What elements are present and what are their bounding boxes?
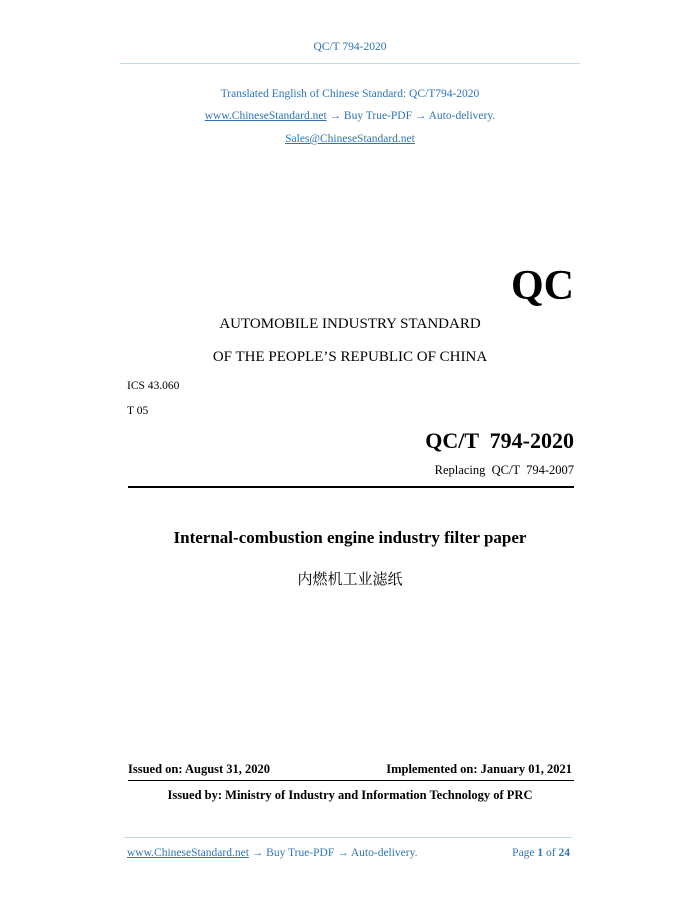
arrow-right-icon: → [329, 110, 342, 122]
website-link[interactable]: www.ChineseStandard.net [204, 110, 327, 122]
arrow-right-icon: → [251, 847, 264, 859]
header-standard-code: QC/T 794-2020 [313, 41, 387, 53]
standard-number: QC/T 794-2020 [425, 428, 574, 453]
document-title-chinese: 内燃机工业滤纸 [297, 570, 403, 588]
implemented-on-date: Implemented on: January 01, 2021 [386, 762, 572, 776]
footer-website-link[interactable]: www.ChineseStandard.net [127, 847, 249, 859]
issuing-authority: Issued by: Ministry of Industry and Information Technology of PRC [167, 788, 533, 802]
agency-line-2: OF THE PEOPLE’S REPUBLIC OF CHINA [212, 349, 488, 365]
page-total: 24 [558, 847, 570, 859]
header-divider [120, 63, 580, 64]
issue-divider [128, 780, 574, 781]
issued-on-date: Issued on: August 31, 2020 [128, 762, 271, 776]
ics-code: ICS 43.060 [127, 380, 180, 392]
buy-pdf-text: Buy True-PDF [343, 110, 412, 122]
agency-line-1: AUTOMOBILE INDUSTRY STANDARD [219, 316, 481, 332]
page-label: Page [512, 847, 535, 859]
page-current: 1 [537, 847, 544, 859]
footer-divider [124, 837, 572, 838]
classification-code: T 05 [127, 405, 149, 417]
title-divider [128, 486, 574, 488]
sales-line [0, 133, 700, 145]
auto-delivery-text: Auto-delivery. [428, 110, 496, 122]
replacing-standard: Replacing QC/T 794-2007 [434, 463, 574, 477]
footer-auto-delivery-text: Auto-delivery. [350, 847, 418, 859]
sales-email-link[interactable]: Sales@ChineseStandard.net [285, 133, 415, 145]
translation-notice: Translated English of Chinese Standard: QC/T794-2020 [220, 88, 480, 100]
arrow-right-icon: → [337, 847, 349, 859]
buy-line [0, 110, 700, 122]
page-of: of [546, 847, 556, 859]
arrow-right-icon: → [414, 110, 427, 122]
footer-buy-pdf-text: Buy True-PDF [266, 847, 335, 859]
document-title-english: Internal-combustion engine industry filter paper [173, 528, 527, 547]
qc-logo: QC [511, 263, 574, 309]
footer-buy-line [127, 847, 418, 859]
page-indicator [440, 847, 570, 859]
